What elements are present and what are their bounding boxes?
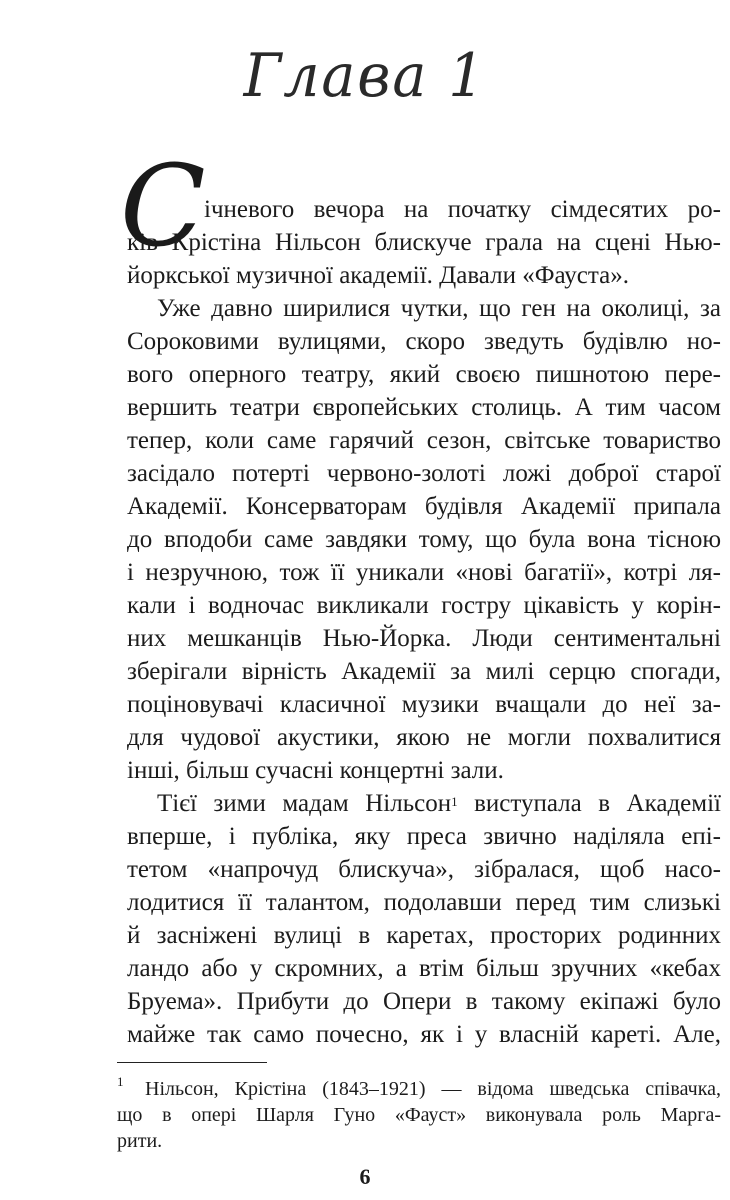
text-line: до вподоби саме завдяки тому, що була вона тісною xyxy=(127,526,721,553)
chapter-title: Глава 1 xyxy=(243,41,487,111)
text-line: вершить театри європейських столиць. А тим часом xyxy=(127,394,721,421)
text-line-with-footnote-ref xyxy=(157,787,721,820)
text-line: них мешканців Нью-Йорка. Люди сентиментальні xyxy=(127,625,721,652)
text-line: кали і водночас викликали гостру цікавість у корін- xyxy=(127,592,721,619)
page-number: 6 xyxy=(359,1164,371,1189)
text-line: ічневого вечора на початку сімдесятих ро- xyxy=(204,196,721,223)
text-line: Академії. Консерваторам будівля Академії припала xyxy=(127,493,721,520)
text-line: Уже давно ширилися чутки, що ген на околиці, за xyxy=(157,295,721,322)
text-line: зберігали вірність Академії за милі серцю спогади, xyxy=(127,658,721,685)
footnote-divider xyxy=(117,1062,267,1063)
text-line: інші, більш сучасні концертні зали. xyxy=(127,757,504,784)
footnote-line: Нільсон, Крістіна (1843–1921) — відома шведська співачка, xyxy=(145,1078,721,1100)
text-line: майже так само почесно, як і у власній кареті. Але, xyxy=(127,1021,721,1048)
text-fragment: Тієї зими мадам Нільсон xyxy=(157,790,452,817)
footnote-reference[interactable]: 1 xyxy=(451,794,458,809)
footnote-line: що в опері Шарля Гуно «Фауст» виконувала роль Марга- xyxy=(117,1104,721,1126)
text-line: ландо або у скромних, а втім більш зручних «кебах xyxy=(127,955,721,982)
text-line: засідало потерті червоно-золоті ложі доброї старої xyxy=(127,460,721,487)
text-line: Сороковими вулицями, скоро зведуть будівлю но- xyxy=(127,328,721,355)
text-line: вого оперного театру, який своєю пишнотою пере- xyxy=(127,361,721,388)
text-line: вперше, і публіка, яку преса звично наділяла епі- xyxy=(127,823,721,850)
footnote-line: рити. xyxy=(117,1130,163,1152)
drop-cap: С xyxy=(120,142,206,272)
text-line: й засніжені вулиці в каретах, просторих родинних xyxy=(127,922,721,949)
text-fragment: виступала в Академії xyxy=(457,790,721,817)
text-line: йоркської музичної академії. Давали «Фауста». xyxy=(127,262,629,289)
text-line: і незручною, тож її уникали «нові багатії», котрі ля- xyxy=(127,559,721,586)
text-line: тепер, коли саме гарячий сезон, світське товариство xyxy=(127,427,721,454)
text-line: для чудової акустики, якою не могли похвалитися xyxy=(127,724,721,751)
text-line: ків Крістіна Нільсон блискуче грала на сцені Нью- xyxy=(127,229,721,256)
text-line: лодитися її талантом, подолавши перед тим слизькі xyxy=(127,889,721,916)
footnote-marker: 1 xyxy=(117,1074,124,1089)
text-line: Бруема». Прибути до Опери в такому екіпажі було xyxy=(127,988,721,1015)
text-line: тетом «напрочуд блискуча», зібралася, щоб насо- xyxy=(127,856,721,883)
text-line: поціновувачі класичної музики вчащали до неї за- xyxy=(127,691,721,718)
